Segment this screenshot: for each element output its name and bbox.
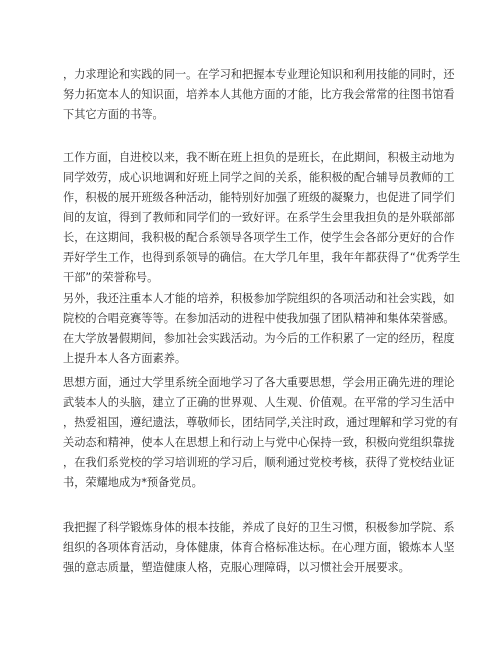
text-line: 另外，我还注重本人才能的培养，积极参加学院组织的各项活动和社会实践，如	[63, 292, 455, 305]
text-line: 在大学放暑假期间，参加社会实践活动。为今后的工作积累了一定的经历，程度	[63, 332, 455, 345]
text-line: 干部”的荣誉称号。	[63, 271, 159, 284]
text-line: 院校的合唱竞赛等等。在参加活动的进程中使我加强了团队精神和集体荣誉感。	[63, 312, 455, 325]
text-line: 武装本人的头脑，建立了正确的世界观、人生观、价值观。在平常的学习生活中	[63, 396, 455, 409]
text-line: 同学效劳，成心识地调和好班上同学之间的关系，能积极的配合辅导员教师的工	[63, 171, 455, 184]
text-line: 强的意志质量，塑造健康人格，克服心理障碍，以习惯社会开展要求。	[63, 561, 410, 574]
paragraph-activities	[63, 289, 455, 369]
text-line: 努力拓宽本人的知识面，培养本人其他方面的才能，比方我会常常的往图书馆看	[63, 88, 455, 101]
paragraph-work	[63, 148, 461, 288]
text-line: ，力求理论和实践的同一。在学习和把握本专业理论知识和利用技能的同时，还	[63, 68, 455, 81]
text-line: 弄好学生工作，也得到系领导的确信。在大学几年里，我年年都获得了“优秀学生	[63, 251, 461, 264]
paragraph-study	[63, 65, 455, 125]
text-line: 长，在这期间，我积极的配合系领导各项学生工作，使学生会各部分更好的合作	[63, 231, 455, 244]
text-line: 间的友谊，得到了教师和同学们的一致好评。在系学生会里我担负的是外联部部	[63, 211, 455, 224]
text-line: ，在我们系党校的学习培训班的学习后，顺利通过党校考核，获得了党校结业证	[63, 456, 455, 469]
paragraph-health	[63, 518, 455, 578]
text-line: 书，荣耀地成为*预备党员。	[63, 476, 203, 489]
text-line: 工作方面，自进校以来，我不断在班上担负的是班长，在此期间，积极主动地为	[63, 151, 455, 164]
text-line: 思想方面，通过大学里系统全面地学习了各大重要思想，学会用正确先进的理论	[63, 376, 455, 389]
text-line: 作，积极的展开班级各种活动，能特别好加强了班级的凝聚力，也促进了同学们	[63, 191, 455, 204]
text-line: 我把握了科学锻炼身体的根本技能，养成了良好的卫生习惯，积极参加学院、系	[63, 521, 455, 534]
text-line: 组织的各项体育活动，身体健康，体育合格标准达标。在心理方面，锻炼本人坚	[63, 541, 455, 554]
paragraph-ideology	[63, 373, 459, 493]
text-line: 上提升本人各方面素养。	[63, 352, 187, 365]
text-line: 关动态和精神，使本人在思想上和行动上与党中心保持一致，积极向党组织靠拢	[63, 436, 455, 449]
text-line: 下其它方面的书等。	[63, 108, 164, 121]
text-line: ，热爱祖国，遵纪遗法，尊敬师长，团结同学,关注时政，通过理解和学习党的有	[63, 416, 459, 429]
